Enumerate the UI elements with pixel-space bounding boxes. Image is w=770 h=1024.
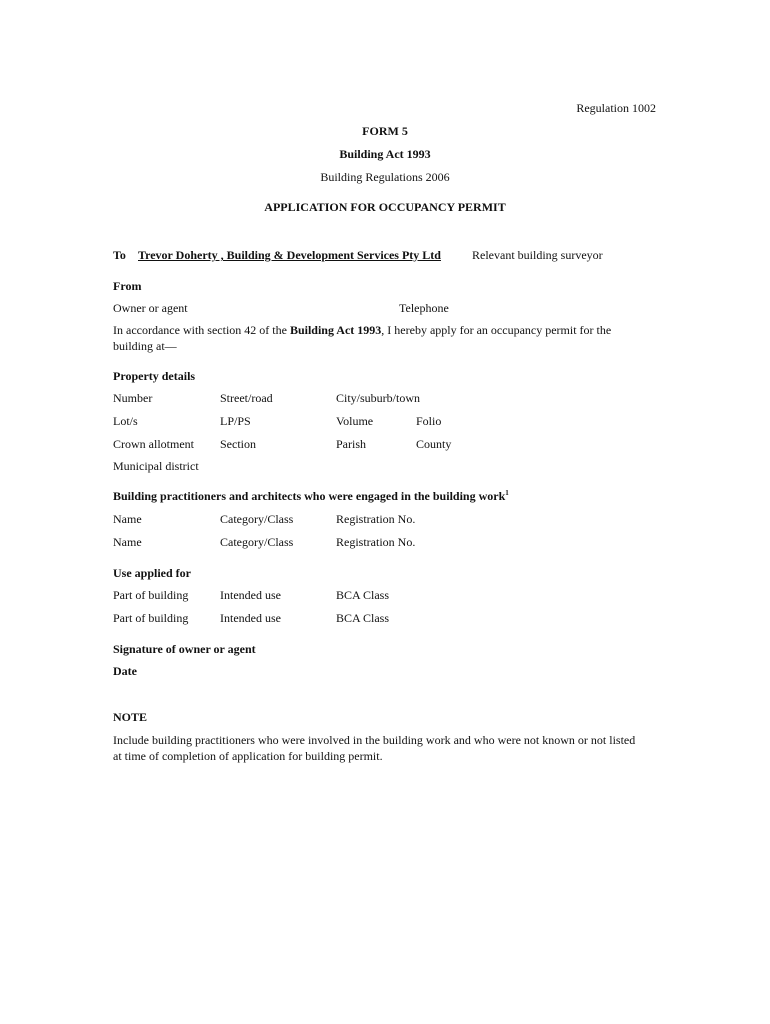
practitioner-reg-1: Registration No. — [336, 512, 416, 526]
number-label: Number — [113, 391, 153, 405]
practitioner-reg-2: Registration No. — [336, 535, 416, 549]
note-heading: NOTE — [113, 710, 148, 724]
section-label: Section — [220, 437, 256, 451]
parish-label: Parish — [336, 437, 366, 451]
crown-label: Crown allotment — [113, 437, 194, 451]
recipient-name: Trevor Doherty , Building & Development Services Pty Ltd — [138, 248, 441, 262]
lpps-label: LP/PS — [220, 414, 251, 428]
from-heading: From — [113, 279, 142, 293]
signature-label: Signature of owner or agent — [113, 642, 256, 656]
regulations-title: Building Regulations 2006 — [320, 170, 450, 184]
recipient-role: Relevant building surveyor — [472, 248, 603, 262]
practitioner-category-1: Category/Class — [220, 512, 294, 526]
folio-label: Folio — [416, 414, 442, 428]
practitioner-category-2: Category/Class — [220, 535, 294, 549]
footnote-marker: 1 — [505, 489, 509, 497]
municipal-label: Municipal district — [113, 459, 199, 473]
regulation-label: Regulation 1002 — [576, 101, 656, 115]
date-label: Date — [113, 664, 137, 678]
telephone-field-label: Telephone — [399, 301, 449, 315]
practitioner-name-1: Name — [113, 512, 142, 526]
county-label: County — [416, 437, 452, 451]
owner-field-label: Owner or agent — [113, 301, 188, 315]
act-title: Building Act 1993 — [339, 147, 431, 161]
lots-label: Lot/s — [113, 414, 138, 428]
practitioners-heading-text: Building practitioners and architects who were engaged in the building work — [113, 489, 506, 503]
to-label: To — [113, 248, 126, 262]
use-intended-1: Intended use — [220, 588, 281, 602]
use-heading: Use applied for — [113, 566, 191, 580]
volume-label: Volume — [336, 414, 374, 428]
practitioner-name-2: Name — [113, 535, 142, 549]
intro-pre: In accordance with section 42 of the — [113, 323, 290, 337]
use-part-1: Part of building — [113, 588, 189, 602]
practitioners-heading — [113, 489, 509, 503]
use-part-2: Part of building — [113, 611, 189, 625]
street-label: Street/road — [220, 391, 273, 405]
use-bca-2: BCA Class — [336, 611, 390, 625]
page-title: APPLICATION FOR OCCUPANCY PERMIT — [264, 200, 506, 214]
property-heading: Property details — [113, 369, 196, 383]
city-label: City/suburb/town — [336, 391, 421, 405]
intro-paragraph — [113, 322, 653, 354]
intro-act: Building Act 1993 — [289, 323, 382, 337]
use-bca-1: BCA Class — [336, 588, 390, 602]
form-number: FORM 5 — [362, 124, 408, 138]
note-text: Include building practitioners who were involved in the building work and who were not known or not listed at time of completion of application for building permit. — [113, 733, 636, 763]
use-intended-2: Intended use — [220, 611, 281, 625]
intro-post: , I hereby apply for an occupancy permit for the building at— — [113, 323, 612, 353]
